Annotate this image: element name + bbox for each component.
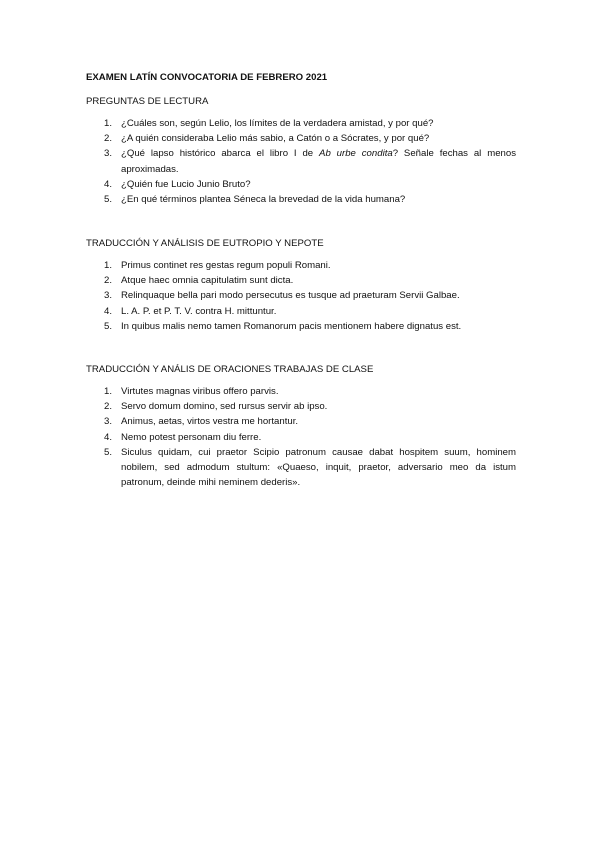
list-item xyxy=(86,430,516,445)
item-number: 1. xyxy=(104,260,113,271)
item-text: ¿Quién fue Lucio Junio Bruto? xyxy=(121,178,251,190)
class-sentences-list xyxy=(86,384,516,490)
item-text: ¿Cuáles son, según Lelio, los límites de la verdadera amistad, y por qué? xyxy=(121,118,434,129)
item-number: 4. xyxy=(104,305,113,317)
list-item xyxy=(86,445,516,491)
item-text xyxy=(121,146,516,176)
item-text: Atque haec omnia capitulatim sunt dicta. xyxy=(121,275,294,287)
item-number: 1. xyxy=(104,118,113,129)
item-text: Nemo potest personam diu ferre. xyxy=(121,431,262,443)
list-item xyxy=(86,304,516,319)
list-item xyxy=(86,192,516,207)
item-number: 5. xyxy=(104,446,113,458)
item-text: In quibus malis nemo tamen Romanorum pacis mentionem habere dignatus est. xyxy=(121,320,462,332)
list-item xyxy=(86,273,516,288)
item-text-part: ? Señale fechas al menos aproximadas. xyxy=(121,148,516,175)
list-item xyxy=(86,288,516,303)
list-item xyxy=(86,384,516,399)
item-text: Virtutes magnas viribus offero parvis. xyxy=(121,386,279,397)
item-text: ¿A quién consideraba Lelio más sabio, a Catón o a Sócrates, y por qué? xyxy=(121,133,430,145)
list-item xyxy=(86,319,516,334)
eutropio-nepote-list xyxy=(86,258,516,334)
item-text: Primus continet res gestas regum populi Romani. xyxy=(121,260,331,271)
item-text: Siculus quidam, cui praetor Scipio patronum causae dabat hospitem suum, hominem nobilem, sed admodum stultum: «Quaeso, inquit, praetor, adversario meo da istum patronum, deinde mihi neminem dederis». xyxy=(121,446,516,489)
list-item xyxy=(86,116,516,131)
item-number: 2. xyxy=(104,133,113,145)
item-text: Relinquaque bella pari modo persecutus es tusque ad praeturam Servii Galbae. xyxy=(121,290,460,302)
item-number: 3. xyxy=(104,148,113,160)
section-heading-eutropio-nepote: TRADUCCIÓN Y ANÁLISIS DE EUTROPIO Y NEPOTE xyxy=(86,238,324,249)
list-item xyxy=(86,131,516,146)
item-text-part: ¿Qué lapso histórico abarca el libro I de xyxy=(121,148,320,160)
item-number: 4. xyxy=(104,178,113,190)
list-item xyxy=(86,414,516,429)
list-item xyxy=(86,177,516,192)
book-title-italic: Ab urbe condita xyxy=(319,148,393,160)
list-item xyxy=(86,146,516,176)
item-text: Servo domum domino, sed rursus servir ab ipso. xyxy=(121,401,328,413)
item-number: 5. xyxy=(104,320,113,332)
exam-title: EXAMEN LATÍN CONVOCATORIA DE FEBRERO 2021 xyxy=(86,72,328,83)
item-number: 4. xyxy=(104,431,113,443)
section-heading-class-sentences: TRADUCCIÓN Y ANÁLIS DE ORACIONES TRABAJAS DE CLASE xyxy=(86,364,374,375)
item-number: 1. xyxy=(104,386,113,397)
item-number: 2. xyxy=(104,401,113,413)
item-number: 2. xyxy=(104,275,113,287)
list-item xyxy=(86,258,516,273)
list-item xyxy=(86,399,516,414)
item-number: 3. xyxy=(104,416,113,428)
section-heading-reading-questions: PREGUNTAS DE LECTURA xyxy=(86,96,209,107)
item-number: 3. xyxy=(104,290,113,302)
item-number: 5. xyxy=(104,194,113,206)
item-text: ¿En qué términos plantea Séneca la brevedad de la vida humana? xyxy=(121,194,406,206)
item-text: L. A. P. et P. T. V. contra H. mittuntur. xyxy=(121,305,277,317)
item-text: Animus, aetas, virtos vestra me hortantur. xyxy=(121,416,299,428)
reading-questions-list xyxy=(86,116,516,207)
